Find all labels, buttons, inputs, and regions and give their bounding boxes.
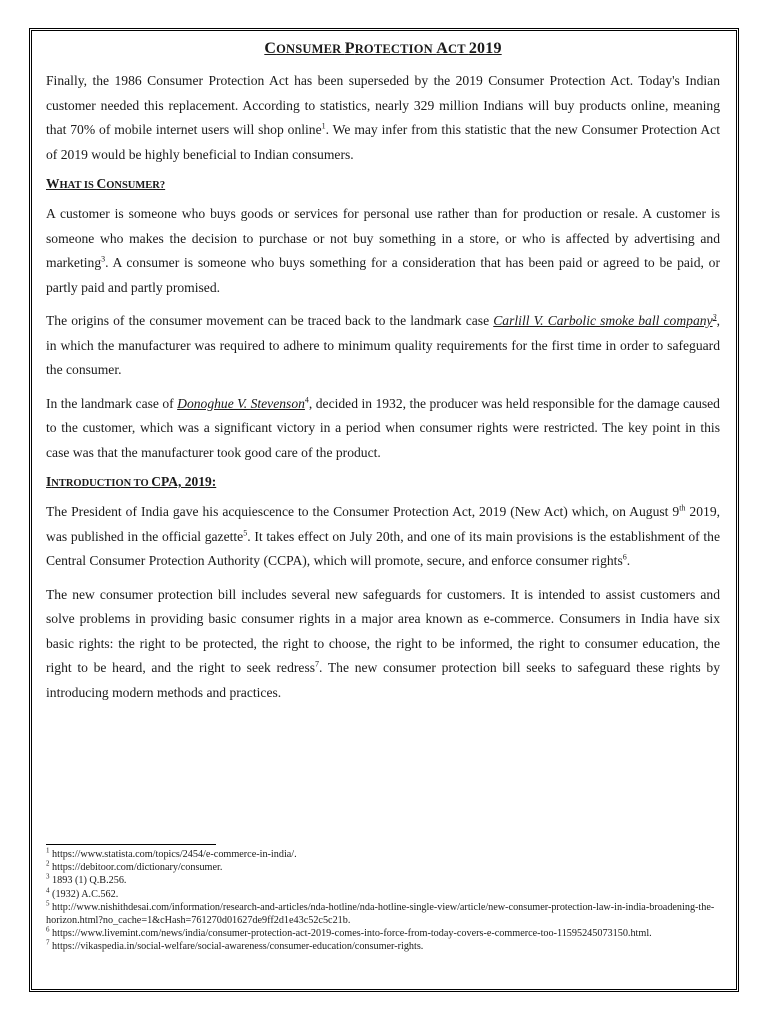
footnote-number: 3 bbox=[46, 873, 50, 882]
paragraph-2-text: A customer is someone who buys goods or services for personal use rather than for production or resale. A customer is someone who makes the decision to purchase or not buy something in a store, or who is affected by advertising and marketing bbox=[46, 206, 720, 270]
footnote-number: 7 bbox=[46, 939, 50, 948]
case-donoghue-link[interactable]: Donoghue V. Stevenson bbox=[177, 395, 305, 411]
footnote-ref-6[interactable]: 6 bbox=[622, 552, 627, 562]
footnote-item bbox=[46, 927, 716, 940]
title-ct: CT bbox=[447, 42, 469, 56]
title-rotection: ROTECTION bbox=[354, 42, 437, 56]
heading-what-is-consumer bbox=[46, 176, 720, 192]
footnote-item bbox=[46, 888, 716, 901]
paragraph-intro bbox=[46, 69, 720, 167]
paragraph-intro-text-end: . We may infer from this statistic that the new Consumer Protection Act of 2019 would be highly beneficial to Indian consumers. bbox=[46, 122, 720, 162]
heading-1-onsumer: ONSUMER? bbox=[106, 180, 166, 191]
case-carlill-link[interactable]: Carlill V. Carbolic smoke ball company bbox=[493, 313, 713, 328]
footnote-ref-5[interactable]: 5 bbox=[243, 527, 248, 537]
paragraph-5-text-2: 2019, was published in the official gazette bbox=[46, 504, 721, 544]
heading-2-i: I bbox=[46, 474, 52, 489]
paragraph-4-text-end: , decided in 1932, the producer was held responsible for the damage caused to the customer, which was a significant victory in a period when consumer rights were restricted. The key point in this case was that the manufacturer took good care of the product. bbox=[46, 395, 720, 460]
paragraph-5-text-3: . It takes effect on July 20th, and one of its main provisions is the establishment of the Central Consumer Protection Authority (CCPA), which will promote, secure, and enforce consumer rights bbox=[46, 528, 720, 568]
footnote-separator bbox=[46, 844, 216, 845]
paragraph-donoghue bbox=[46, 392, 720, 466]
footnote-link[interactable]: https://www.livemint.com/news/india/consumer-protection-act-2019-comes-into-force-from-today-covers-e-commerce-too-11595245073150.html. bbox=[49, 928, 652, 940]
paragraph-3-text: The origins of the consumer movement can be traced back to the landmark case bbox=[46, 313, 494, 328]
footnote-number: 4 bbox=[46, 886, 50, 895]
footnote-number: 5 bbox=[46, 899, 50, 908]
heading-1-hat: HAT IS bbox=[59, 180, 97, 191]
footnotes-section bbox=[46, 848, 716, 954]
title-onsumer: ONSUMER bbox=[276, 42, 345, 56]
paragraph-5-text: The President of India gave his acquiescence to the Consumer Protection Act, 2019 (New Act) which, on August 9 bbox=[46, 504, 680, 519]
ordinal-suffix: th bbox=[679, 503, 686, 513]
paragraph-2-text-end: . A consumer is someone who buys something for a consideration that has been paid or agreed to be paid, or partly paid and partly promised. bbox=[46, 255, 720, 295]
footnote-item bbox=[46, 861, 716, 874]
heading-2-ntro: NTRODUCTION TO bbox=[51, 478, 152, 489]
title-p: P bbox=[344, 40, 355, 57]
footnote-item bbox=[46, 940, 716, 953]
footnote-number: 1 bbox=[46, 846, 50, 855]
footnote-link[interactable]: https://www.statista.com/topics/2454/e-commerce-in-india/. bbox=[49, 849, 297, 860]
paragraph-4-text: In the landmark case of bbox=[46, 395, 178, 411]
paragraph-customer-definition bbox=[46, 202, 720, 300]
paragraph-president-assent bbox=[46, 500, 720, 574]
title-c: C bbox=[264, 40, 277, 57]
footnote-ref-7[interactable]: 7 bbox=[315, 659, 320, 669]
footnote-ref-4[interactable]: 4 bbox=[304, 394, 309, 404]
footnote-link[interactable]: https://debitoor.com/dictionary/consumer. bbox=[49, 862, 223, 874]
footnote-text: 1893 (1) Q.B.256. bbox=[49, 875, 127, 887]
heading-2-cpa: CPA, 2019: bbox=[151, 474, 217, 489]
paragraph-5-text-end: . bbox=[626, 553, 631, 568]
paragraph-6-text: The new consumer protection bill includes several new safeguards for customers. It is intended to assist customers and solve problems in providing basic consumer rights in a major area known as e-commerce. Consumers in India have six basic rights: the right to be protected, the right to choose, the right to be informed, the right to consumer education, the right to be heard, and the right to seek redress bbox=[46, 586, 720, 675]
document-body bbox=[46, 40, 720, 714]
footnote-ref-3[interactable]: 3 bbox=[101, 254, 106, 264]
heading-1-w: W bbox=[46, 176, 60, 191]
footnote-item bbox=[46, 901, 716, 927]
heading-1-c: C bbox=[96, 176, 107, 191]
footnote-number: 2 bbox=[46, 859, 50, 868]
title-a: A bbox=[436, 40, 448, 57]
footnote-item bbox=[46, 874, 716, 887]
paragraph-6-text-end: . The new consumer protection bill seeks to safeguard these rights by introducing modern methods and practices. bbox=[46, 660, 721, 700]
paragraph-safeguards bbox=[46, 583, 720, 706]
footnote-ref-1[interactable]: 1 bbox=[321, 121, 326, 131]
paragraph-3-text-end: , in which the manufacturer was required to adhere to minimum quality requirements for the first time in order to safeguard the consumer. bbox=[46, 313, 720, 377]
paragraph-carlill bbox=[46, 309, 720, 383]
paragraph-intro-text: Finally, the 1986 Consumer Protection Act has been superseded by the 2019 Consumer Protection Act. Today's Indian customer needed this replacement. According to statistics, nearly 329 million Indians will buy products online, meaning that 70% of mobile internet users will shop online bbox=[46, 73, 720, 137]
footnote-number: 6 bbox=[46, 925, 50, 934]
footnote-ref-3b[interactable]: 3 bbox=[712, 312, 717, 322]
document-title bbox=[46, 40, 720, 58]
footnote-link[interactable]: https://vikaspedia.in/social-welfare/social-awareness/consumer-education/consumer-rights. bbox=[49, 941, 424, 953]
footnote-text: (1932) A.C.562. bbox=[49, 888, 119, 900]
title-year: 2019 bbox=[468, 40, 502, 57]
footnote-item bbox=[46, 848, 716, 861]
footnote-link[interactable]: http://www.nishithdesai.com/information/research-and-articles/nda-hotline/nda-hotline-single-view/article/new-consumer-protection-law-in-india-broadening-the-horizon.html?no_cache=1&cHash=761270d01627de9ff2d1e43c52c5c21b. bbox=[46, 901, 715, 927]
heading-introduction-cpa bbox=[46, 474, 720, 490]
